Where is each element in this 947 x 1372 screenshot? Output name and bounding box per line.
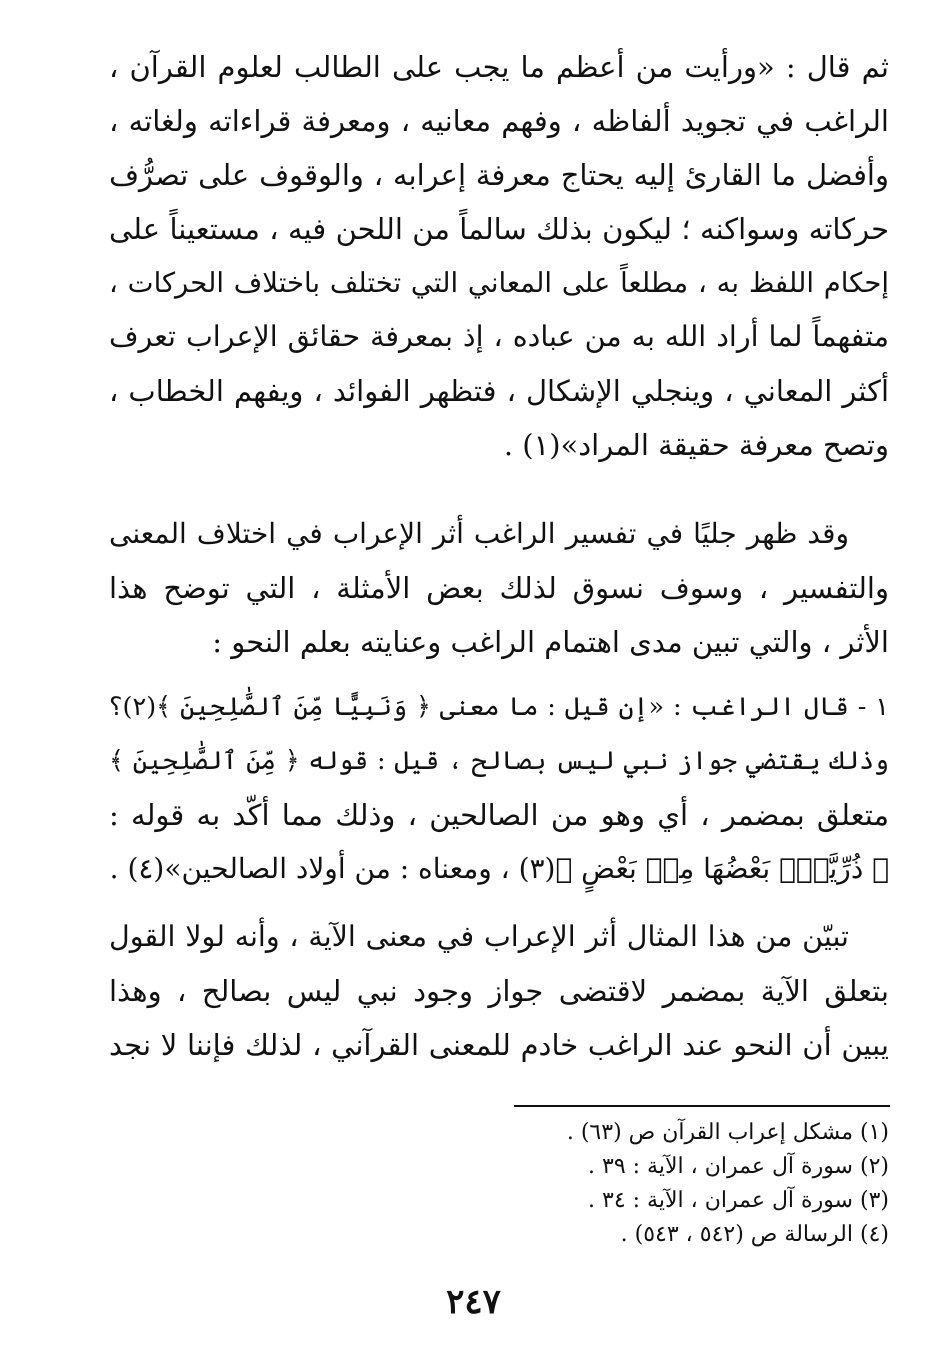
paragraph-intro-examples (109, 507, 889, 669)
text-line: والتفسير ، وسوف نسوق لذلك بعض الأمثلة ، التي توضح هذا (109, 571, 889, 605)
text-line: وتصح معرفة حقيقة المراد»(١) . (503, 428, 889, 462)
footnotes (289, 1116, 889, 1252)
footnote-3: (٣) سورة آل عمران ، الآية : ٣٤ . (588, 1188, 889, 1213)
text-line: إحكام اللفظ به ، مطلعاً على المعاني التي تختلف باختلاف الحركات ، (109, 267, 889, 299)
page-number: ٢٤٧ (446, 1282, 501, 1322)
text-line: الأثر ، والتي تبين مدى اهتمام الراغب وعنايته بعلم النحو : (212, 625, 889, 659)
text-line: وقد ظهر جليًا في تفسير الراغب أثر الإعراب في اختلاف المعنى (109, 517, 849, 550)
text-line: يبين أن النحو عند الراغب خادم للمعنى القرآني ، لذلك فإننا لا نجد (109, 1028, 889, 1062)
text-line: ثم قال : «ورأيت من أعظم ما يجب على الطالب لعلوم القرآن ، (109, 50, 889, 84)
text-line: تبيّن من هذا المثال أثر الإعراب في معنى الآية ، وأنه لولا القول (109, 920, 849, 953)
text-line: بتعلق الآية بمضمر لاقتضى جواز وجود نبي ليس بصالح ، وهذا (109, 974, 889, 1008)
text-line: متفهماً لما أراد الله به من عباده ، إذ بمعرفة حقائق الإعراب تعرف (109, 320, 889, 353)
paragraph-conclusion (109, 910, 889, 1072)
text-line: ﴿ ذُرِّيَّةًۢ بَعْضُهَا مِنۢ بَعْضٍ ﴾(٣) ، ومعناه : من أولاد الصالحين»(٤) . (109, 852, 889, 885)
text-line: حركاته وسواكنه ؛ ليكون بذلك سالماً من اللحن فيه ، مستعيناً على (109, 212, 889, 246)
footnote-1: (١) مشكل إعراب القرآن ص (٦٣) . (566, 1120, 889, 1145)
footnote-4: (٤) الرسالة ص (٥٤٢ ، ٥٤٣) . (620, 1222, 889, 1247)
footnote-divider (514, 1105, 890, 1107)
footnote-2: (٢) سورة آل عمران ، الآية : ٣٩ . (588, 1154, 889, 1179)
text-line: متعلق بمضمر ، أي وهو من الصالحين ، وذلك مما أكّد به قوله : (109, 798, 889, 832)
text-line: الراغب في تجويد ألفاظه ، وفهم معانيه ، ومعرفة قراءاته ولغاته ، (109, 104, 889, 138)
text-line: وأفضل ما القارئ إليه يحتاج معرفة إعرابه ، والوقوف على تصرُّف (109, 158, 889, 192)
text-line: وذلك يقتضي جواز نبي ليس بصالح ، قيل : قوله ﴿ مِّنَ ٱلصَّٰلِحِينَ ﴾ (109, 746, 889, 776)
paragraph-example-1 (109, 680, 889, 896)
text-line: أكثر المعاني ، وينجلي الإشكال ، فتظهر الفوائد ، ويفهم الخطاب ، (109, 374, 889, 408)
text-line: ١ - قال الراغب : «إن قيل : ما معنى ﴿ وَنَبِيًّا مِّنَ ٱلصَّٰلِحِينَ ﴾(٢)؟ (109, 692, 889, 722)
paragraph-quote-ragheb (109, 40, 889, 472)
